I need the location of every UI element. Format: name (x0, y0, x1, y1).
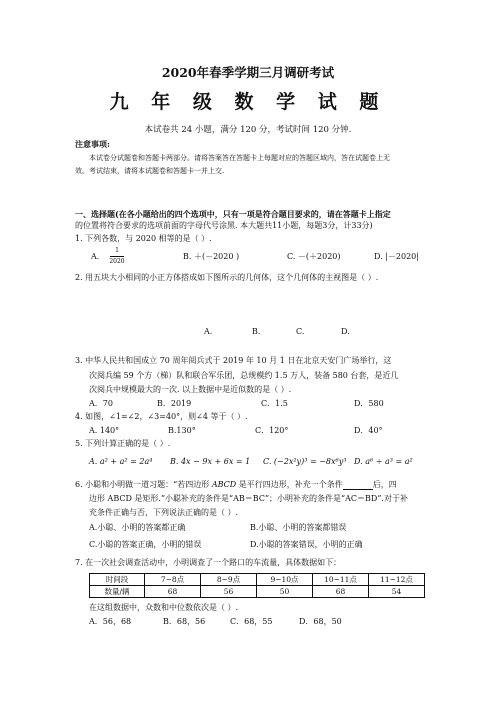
q1-option-c: C. －(＋2020) (287, 252, 341, 261)
table-cell: 68 (313, 586, 369, 598)
q7-option-d: D．68，50 (299, 617, 342, 626)
q6-option-c: C.小聪的答案正确，小明的错误 (89, 540, 202, 549)
q3-line-1: 3. 中华人民共和国成立 70 周年阅兵式于 2019 年 10 月 1 日在北京天安门广场举行，这 (75, 356, 392, 365)
q1-stem: 1. 下列各数，与 2020 相等的是（ ）. (75, 234, 212, 243)
exam-info: 本试卷共 24 小题，满分 120 分，考试时间 120 分钟. (144, 125, 352, 135)
table-header-cell: 数量/辆 (90, 586, 145, 598)
exam-subtitle: 九 年 级 数 学 试 题 (109, 91, 387, 113)
section1-header (75, 209, 391, 220)
q3-option-d: D．580 (354, 399, 384, 408)
q7-option-c: C．68，55 (230, 617, 273, 626)
q6-option-a: A.小聪、小明的答案都正确 (89, 523, 186, 532)
table-cell: 56 (201, 586, 257, 598)
q5-stem: 5. 下列计算正确的是（ ）. (75, 439, 171, 448)
q4-option-b: B.130° (168, 426, 196, 435)
q4-option-a: A. 140° (89, 426, 120, 435)
exam-title: 2020年春季学期三月调研考试 (161, 65, 335, 80)
table-cell: 9~10点 (257, 574, 313, 586)
q6-option-d: D.小聪的答案错误，小明的正确 (250, 540, 363, 549)
q6-text: 后，四 (372, 480, 397, 489)
q2-stem: 2. 用五块大小相同的小正方体搭成如下图所示的几何体，这个几何体的主视图是（ ）. (75, 273, 379, 282)
table-cell: 10~11点 (313, 574, 369, 586)
q7-question: 在这组数据中，众数和中位数依次是（ ）. (89, 603, 239, 612)
q4-option-c: C．120° (255, 426, 289, 435)
q5-option-a: A. a² + a² = 2a⁴ (89, 457, 153, 466)
table-row (90, 574, 425, 586)
q6-text: 6. 小聪和小明做一道习题：“若四边形 (75, 480, 212, 489)
q7-option-a: A．56，68 (89, 617, 132, 626)
q1-option-a-numerator: 1 (115, 247, 119, 254)
q1-option-a-label: A. (91, 252, 100, 261)
table-cell: 7~8点 (145, 574, 201, 586)
notice-line-2: 效。考试结束，请将本试题卷和答题卡一并上交. (75, 167, 225, 175)
q1-option-a-denominator: 2020 (109, 258, 125, 265)
q5-option-d: D. a⁶ ÷ a³ = a² (354, 457, 413, 466)
table-cell: 8~9点 (201, 574, 257, 586)
notice-heading: 注意事项: (75, 139, 110, 149)
q1-option-d: D. |－2020| (374, 252, 419, 261)
q6-quad-name: ABCD (211, 480, 237, 489)
q6-line-3: 充条件正确与否，下列说法正确的是（ ）. (89, 508, 239, 517)
q6-line-1 (75, 480, 397, 490)
q2-option-d: D. (341, 327, 350, 336)
fraction-bar (110, 256, 124, 257)
q5-option-b: B. 4x − 9x + 6x = 1 (170, 457, 251, 466)
q3-option-c: C．1.5 (261, 399, 288, 408)
q1-option-b: B. ＋(－2020 ) (183, 252, 240, 261)
q7-option-b: B．68，56 (163, 617, 206, 626)
q5-option-c: C. (−2x²y)³ = −8x⁶y³ (263, 457, 347, 466)
q4-option-d: D．40° (354, 426, 383, 435)
q2-option-a: A. (204, 327, 213, 336)
q2-option-b: B. (252, 327, 261, 336)
q7-traffic-table (89, 573, 425, 598)
q6-line-2: 边形 ABCD 是矩形.”小聪补充的条件是“AB＝BC”；小明补充的条件是“AC＝BD”.对于补 (89, 494, 408, 503)
q7-stem: 7. 在一次社会调查活动中，小明调查了一个路口的车流量，具体数据如下： (75, 558, 342, 567)
notice-line-1: 本试卷分试题卷和答题卡两部分。请将答案答在答题卡上每题对应的答题区域内，答在试题卷上无 (89, 154, 390, 162)
q4-stem: 4. 如图，∠1=∠2，∠3=40°，则∠4 等于（ ）. (75, 412, 248, 421)
section1-line-1: 一、选择题(在各小题给出的四个选项中，只有一项是符合题目要求的，请在答题卡上指定 (75, 209, 391, 219)
q6-text: 是平行四边形，补充一个条件 (236, 480, 343, 489)
q3-line-3: 次阅兵中规模最大的一次. 以上数据中是近似数的是（ ）. (89, 385, 292, 394)
q2-option-c: C. (296, 327, 305, 336)
table-cell: 68 (145, 586, 201, 598)
q6-blank (343, 481, 373, 490)
table-cell: 50 (257, 586, 313, 598)
table-header-cell: 时间段 (90, 574, 145, 586)
q3-line-2: 次阅兵编 59 个方（梯）队和联合军乐团，总规模约 1.5 万人，装备 580 台套，是近几 (89, 371, 399, 380)
table-cell: 11~12点 (369, 574, 425, 586)
q3-option-a: A．70 (89, 399, 113, 408)
table-cell: 54 (369, 586, 425, 598)
q3-option-b: B．2019 (157, 399, 192, 408)
table-row (90, 586, 425, 598)
section1-line-2: 的位置将符合要求的选项前面的字母代号涂黑. 本大题共11小题，每题3分，计33分) (75, 221, 373, 230)
q6-option-b: B.小聪、小明的答案都错误 (250, 523, 347, 532)
